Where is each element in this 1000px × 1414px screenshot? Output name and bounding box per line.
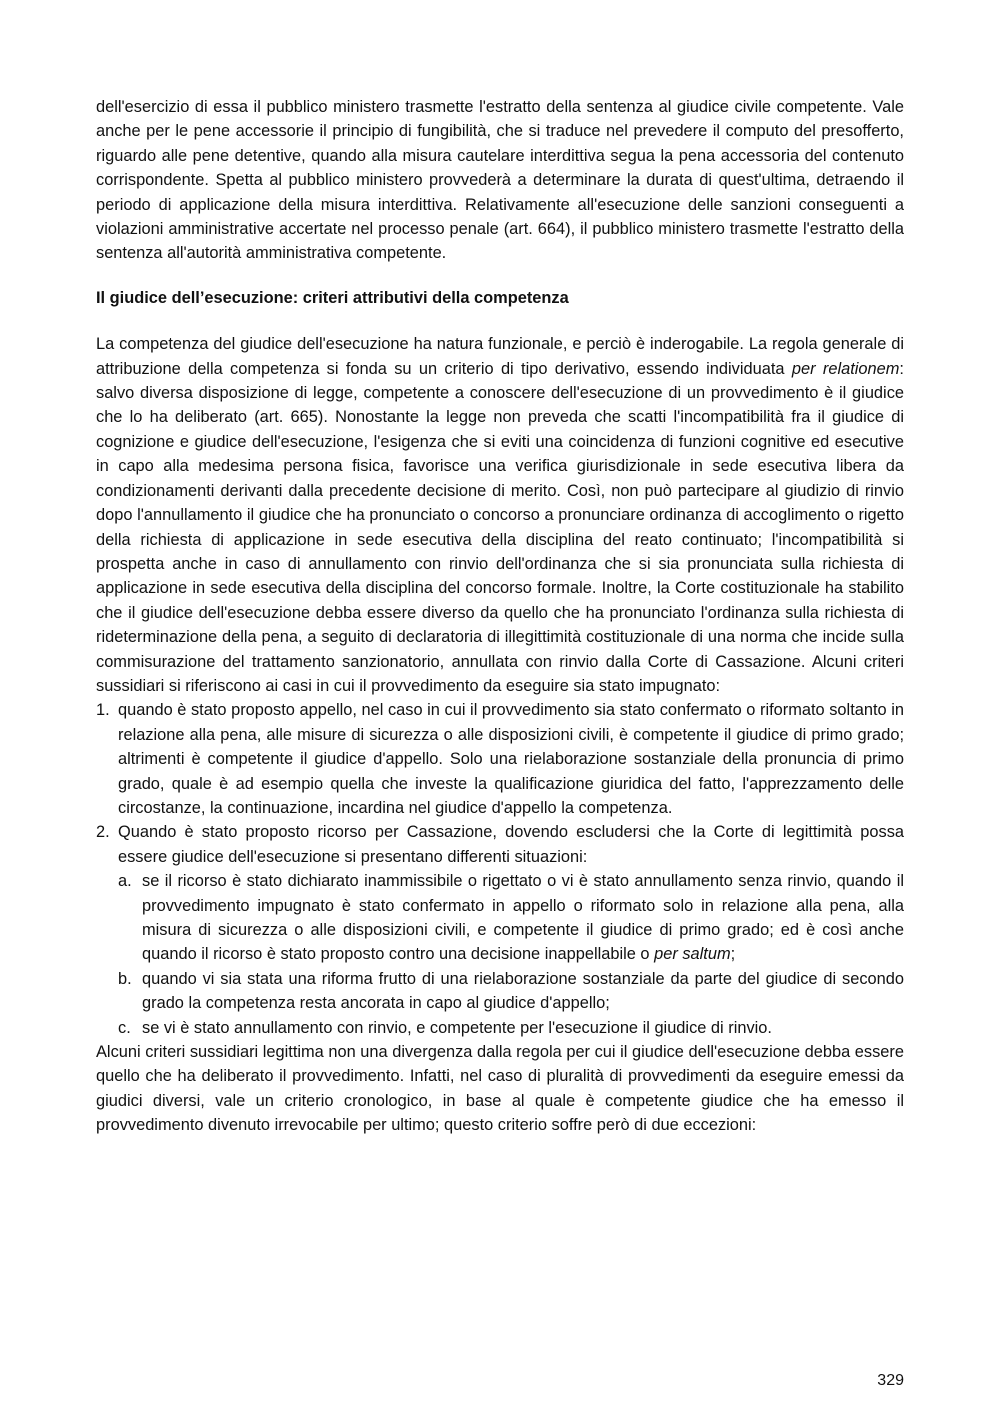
sub-item-a-tail: ; bbox=[730, 945, 736, 964]
sub-item-a-text: se il ricorso è stato dichiarato inammissibile o rigettato o vi è stato annullamento senza rinvio, quando il provvedimento impugnato è stato confermato in appello o riformato solo in relazione alla pena, alla misura di sicurezza o alle disposizioni civili, e competente il giudice di primo grado; ed è così anche quando il ricorso è stato proposto contro una decisione inappellabile o bbox=[142, 872, 904, 964]
numbered-list bbox=[96, 698, 904, 1040]
sub-list-item-text bbox=[142, 869, 904, 967]
paragraph-2-part1: La competenza del giudice dell'esecuzione ha natura funzionale, e perciò è inderogabile. La regola generale di attribuzione della competenza si fonda su un criterio di tipo derivativo, essendo individuata bbox=[96, 335, 904, 378]
list-item-text: quando è stato proposto appello, nel caso in cui il provvedimento sia stato confermato o riformato soltanto in relazione alla pena, alle misure di sicurezza o alle disposizioni civili, è competente il giudice di primo grado; altrimenti è competente il giudice d'appello. Solo una rielaborazione sostanziale della pronuncia di primo grado, quale è ad esempio quella che investe la qualificazione giuridica del fatto, l'apprezzamento delle circostanze, la continuazione, incardina nel giudice d'appello la competenza. bbox=[118, 701, 904, 817]
sub-list bbox=[118, 869, 904, 1040]
sub-list-marker: b. bbox=[118, 969, 132, 988]
sub-item-a-italic: per saltum bbox=[654, 945, 731, 964]
paragraph-1: dell'esercizio di essa il pubblico ministero trasmette l'estratto della sentenza al giudice civile competente. Vale anche per le pene accessorie il principio di fungibilità, che si traduce nel prevedere il computo del presofferto, riguardo alle pene detentive, quando alla misura cautelare interdittiva segua la pena accessoria del contenuto corrispondente. Spetta al pubblico ministero provvederà a determinare la durata di quest'ultima, detraendo il periodo di applicazione della misura interdittiva. Relativamente all'esecuzione delle sanzioni conseguenti a violazioni amministrative accertate nel processo penale (art. 664), il pubblico ministero trasmette l'estratto della sentenza all'autorità amministrativa competente. bbox=[96, 98, 904, 263]
list-item bbox=[96, 698, 904, 820]
sub-list-marker: c. bbox=[118, 1018, 131, 1037]
sub-list-item-text: se vi è stato annullamento con rinvio, e competente per l'esecuzione il giudice di rinvio. bbox=[142, 1018, 772, 1037]
paragraph-2 bbox=[96, 332, 904, 698]
sub-list-item bbox=[118, 967, 904, 1016]
paragraph-2-part2: : salvo diversa disposizione di legge, competente a conoscere dell'esecuzione di un provvedimento è il giudice che lo ha deliberato (art. 665). Nonostante la legge non preveda che scatti l'incompatibilità fra il giudice di cognizione e giudice dell'esecuzione, l'esigenza che si eviti una coincidenza di funzioni cognitive ed esecutive in capo alla medesima persona fisica, favorisce una verifica giurisdizionale in sede esecutiva libera da condizionamenti derivanti dalla precedente decisione di merito. Così, non può partecipare al giudizio di rinvio dopo l'annullamento il giudice che ha pronunciato o concorso a pronunciare ordinanza di accoglimento o rigetto della richiesta di applicazione in sede esecutiva della disciplina del reato continuato; l'incompatibilità si prospetta anche in caso di annullamento con rinvio dell'ordinanza che si sia pronunciata sulla richiesta di applicazione in sede esecutiva della disciplina del concorso formale. Inoltre, la Corte costituzionale ha stabilito che il giudice dell'esecuzione debba essere diverso da quello che ha pronunciato l'ordinanza sulla richiesta di rideterminazione della pena, a seguito di declaratoria di illegittimità costituzionale di una norma che incide sulla commisurazione del trattamento sanzionatorio, annullata con rinvio dalla Corte di Cassazione. Alcuni criteri sussidiari si riferiscono ai casi in cui il provvedimento da eseguire sia stato impugnato: bbox=[96, 359, 904, 695]
list-marker: 2. bbox=[96, 823, 110, 842]
list-marker: 1. bbox=[96, 701, 110, 720]
list-item-text: Quando è stato proposto ricorso per Cassazione, dovendo escludersi che la Corte di legittimità possa essere giudice dell'esecuzione si presentano differenti situazioni: bbox=[118, 823, 904, 866]
paragraph-2-italic: per relationem bbox=[791, 359, 900, 378]
paragraph-3: Alcuni criteri sussidiari legittima non una divergenza dalla regola per cui il giudice dell'esecuzione debba essere quello che ha deliberato il provvedimento. Infatti, nel caso di pluralità di provvedimenti da eseguire emessi da giudici diversi, vale un criterio cronologico, in base al quale è competente giudice che ha emesso il provvedimento divenuto irrevocabile per ultimo; questo criterio soffre però di due eccezioni: bbox=[96, 1043, 904, 1135]
list-item bbox=[96, 820, 904, 1040]
list-item-body bbox=[118, 820, 904, 1040]
sub-list-item-text: quando vi sia stata una riforma frutto di una rielaborazione sostanziale da parte del giudice di secondo grado la competenza resta ancorata in capo al giudice d'appello; bbox=[142, 969, 904, 1013]
sub-list-item bbox=[118, 1016, 904, 1040]
section-heading: Il giudice dell’esecuzione: criteri attributivi della competenza bbox=[96, 288, 569, 307]
sub-list-item bbox=[118, 869, 904, 967]
document-page bbox=[96, 95, 904, 1138]
page-number: 329 bbox=[877, 1372, 904, 1389]
sub-list-marker: a. bbox=[118, 872, 132, 891]
